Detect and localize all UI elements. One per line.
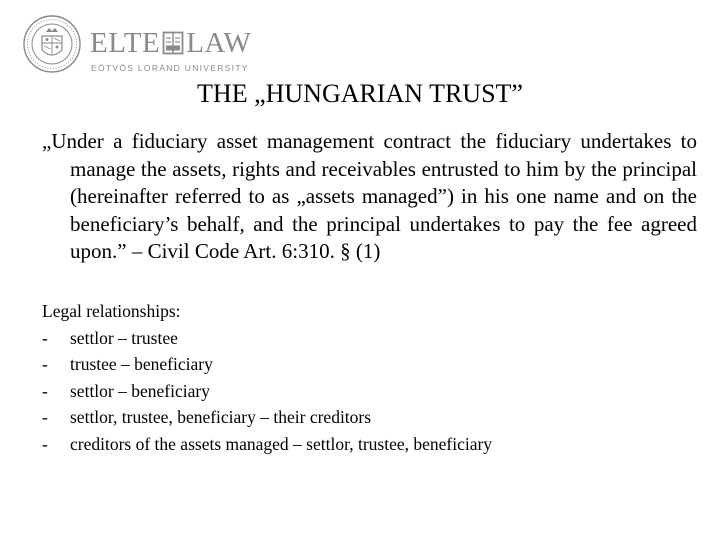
list-item (42, 351, 492, 378)
list-item (42, 378, 492, 405)
list-item-dash: - (42, 380, 48, 401)
list-item-dash: - (42, 433, 48, 454)
logo-wordmark (90, 28, 251, 58)
legal-relationships-section (42, 298, 492, 457)
list-item-text: settlor, trustee, beneficiary – their creditors (70, 407, 372, 427)
list-item (42, 325, 492, 352)
list-item-text: settlor – beneficiary (70, 380, 210, 401)
list-item-dash: - (42, 407, 48, 427)
list-item (42, 404, 492, 431)
logo-law-text: LAW (186, 27, 252, 59)
book-icon (162, 31, 184, 55)
university-seal-icon (22, 14, 82, 74)
header-logo (22, 14, 282, 84)
list-item (42, 431, 492, 458)
slide-title: THE „HUNGARIAN TRUST” (197, 79, 523, 108)
civil-code-quote: „Under a fiduciary asset management contract the fiduciary undertakes to manage the assets, rights and receivables entrusted to him by the principal (hereinafter referred to as „assets managed”) in his one name and on the beneficiary’s behalf, and the principal undertakes to pay the fee agreed upon.” – Civil Code Art. 6:310. § (1) (42, 129, 697, 263)
list-item-text: settlor – trustee (70, 327, 178, 348)
list-item-text: creditors of the assets managed – settlor, trustee, beneficiary (70, 433, 493, 454)
logo-subtitle: EÖTVÖS LORÁND UNIVERSITY (91, 63, 249, 73)
legal-relationships-heading: Legal relationships: (42, 301, 181, 321)
list-item-dash: - (42, 327, 48, 348)
logo-elte-text: ELTE (90, 27, 161, 59)
list-item-dash: - (42, 354, 48, 374)
list-item-text: trustee – beneficiary (70, 354, 213, 374)
legal-relationships-list (42, 325, 492, 458)
